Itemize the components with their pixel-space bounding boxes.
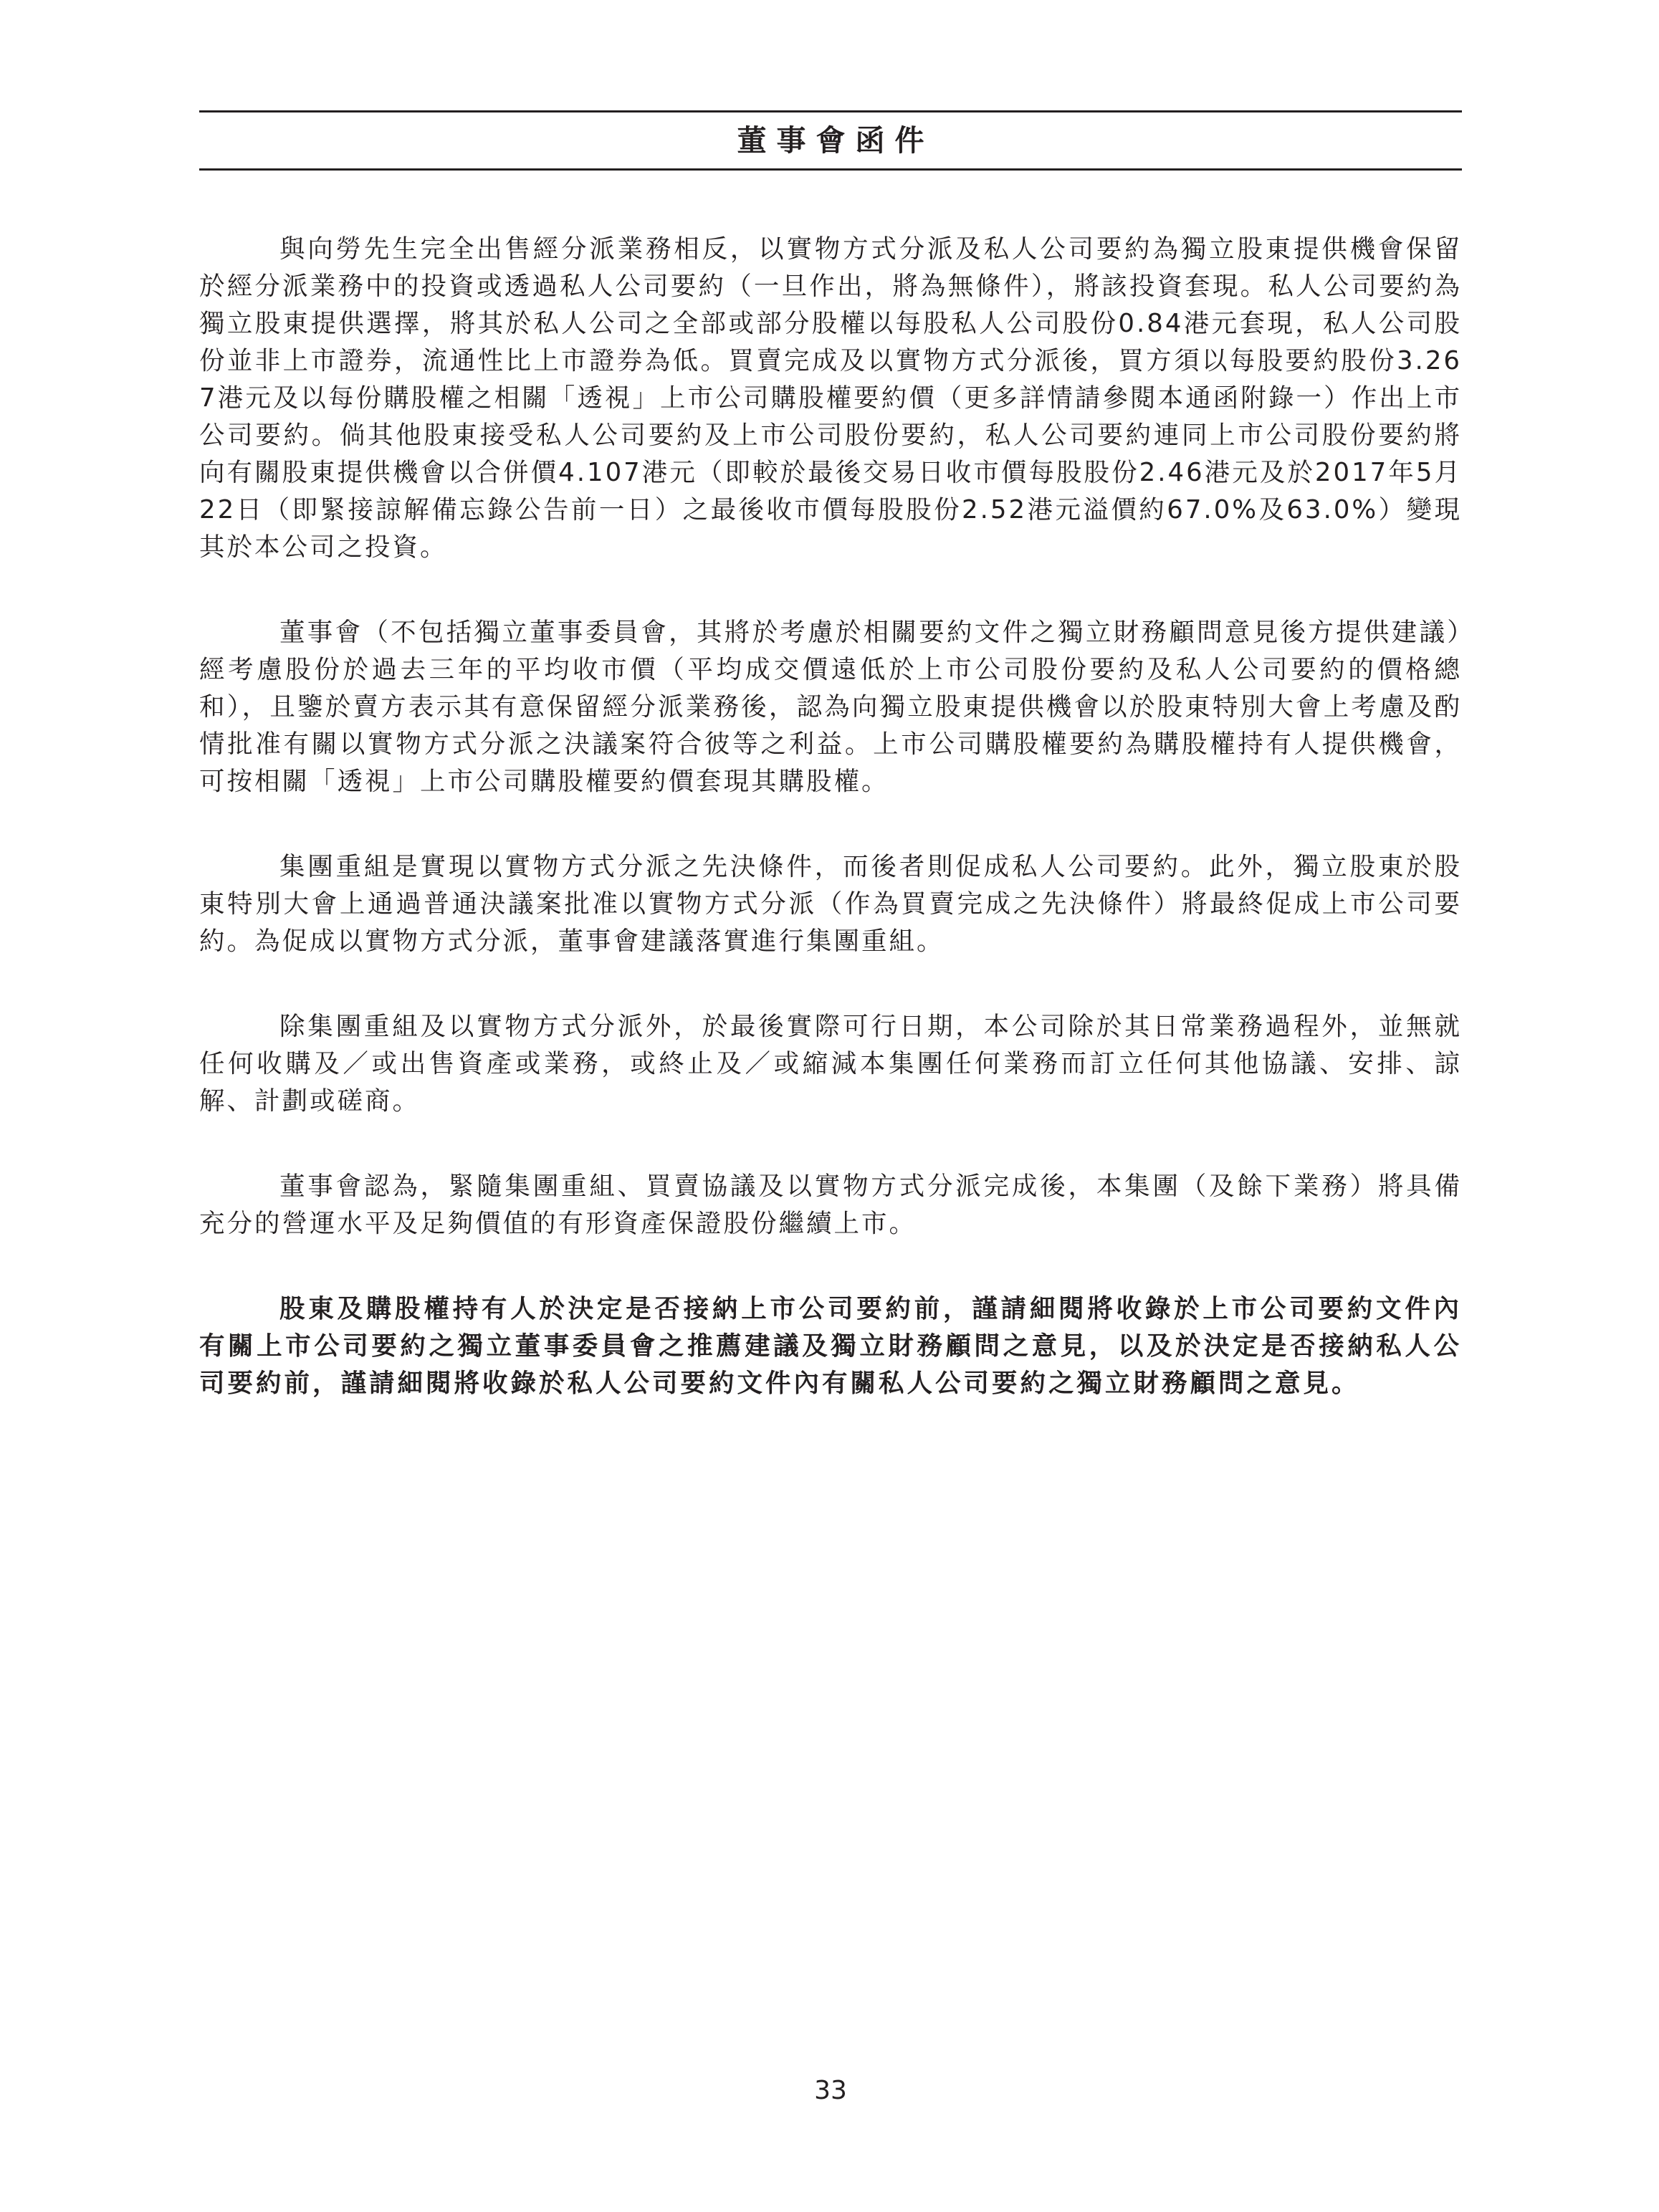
paragraph-distribution-offer: 與向勞先生完全出售經分派業務相反，以實物方式分派及私人公司要約為獨立股東提供機會保留於經分派業務中的投資或透過私人公司要約（一旦作出，將為無條件），將該投資套現。私人公司要約為獨立股東提供選擇，將其於私人公司之全部或部分股權以每股私人公司股份0.84港元套現，私人公司股份並非上市證券，流通性比上市證券為低。買賣完成及以實物方式分派後，買方須以每股要約股份3.267港元及以每份購股權之相關「透視」上市公司購股權要約價（更多詳情請參閱本通函附錄一）作出上市公司要約。倘其他股東接受私人公司要約及上市公司股份要約，私人公司要約連同上市公司股份要約將向有關股東提供機會以合併價4.107港元（即較於最後交易日收市價每股股份2.46港元及於2017年5月22日（即緊接諒解備忘錄公告前一日）之最後收市價每股股份2.52港元溢價約67.0%及63.0%）變現其於本公司之投資。: [199, 234, 1462, 562]
paragraph-board-recommendation: 董事會（不包括獨立董事委員會，其將於考慮於相關要約文件之獨立財務顧問意見後方提供建議）經考慮股份於過去三年的平均收市價（平均成交價遠低於上市公司股份要約及私人公司要約的價格總和），且鑒於賣方表示其有意保留經分派業務後，認為向獨立股東提供機會以於股東特別大會上考慮及酌情批准有關以實物方式分派之決議案符合彼等之利益。上市公司購股權要約為購股權持有人提供機會，可按相關「透視」上市公司購股權要約價套現其購股權。: [199, 618, 1462, 796]
letter-body: [199, 231, 1462, 1450]
paragraph-shareholder-advice: 股東及購股權持有人於決定是否接納上市公司要約前，謹請細閱將收錄於上市公司要約文件內有關上市公司要約之獨立董事委員會之推薦建議及獨立財務顧問之意見，以及於決定是否接納私人公司要約前，謹請細閱將收錄於私人公司要約文件內有關私人公司要約之獨立財務顧問之意見。: [199, 1294, 1462, 1398]
page-title: 董事會函件: [737, 123, 934, 158]
page-number: 33: [814, 2076, 847, 2105]
document-page: [199, 0, 1462, 2212]
paragraph-listing-status: 董事會認為，緊隨集團重組、買賣協議及以實物方式分派完成後，本集團（及餘下業務）將具備充分的營運水平及足夠價值的有形資產保證股份繼續上市。: [199, 1172, 1462, 1238]
paragraph-group-reorganisation: 集團重組是實現以實物方式分派之先決條件，而後者則促成私人公司要約。此外，獨立股東於股東特別大會上通過普通決議案批准以實物方式分派（作為買賣完成之先決條件）將最終促成上市公司要約。為促成以實物方式分派，董事會建議落實進行集團重組。: [199, 852, 1462, 956]
paragraph-no-other-agreements: 除集團重組及以實物方式分派外，於最後實際可行日期，本公司除於其日常業務過程外，並無就任何收購及／或出售資產或業務，或終止及／或縮減本集團任何業務而訂立任何其他協議、安排、諒解、計劃或磋商。: [199, 1012, 1462, 1116]
section-header: [199, 110, 1462, 171]
